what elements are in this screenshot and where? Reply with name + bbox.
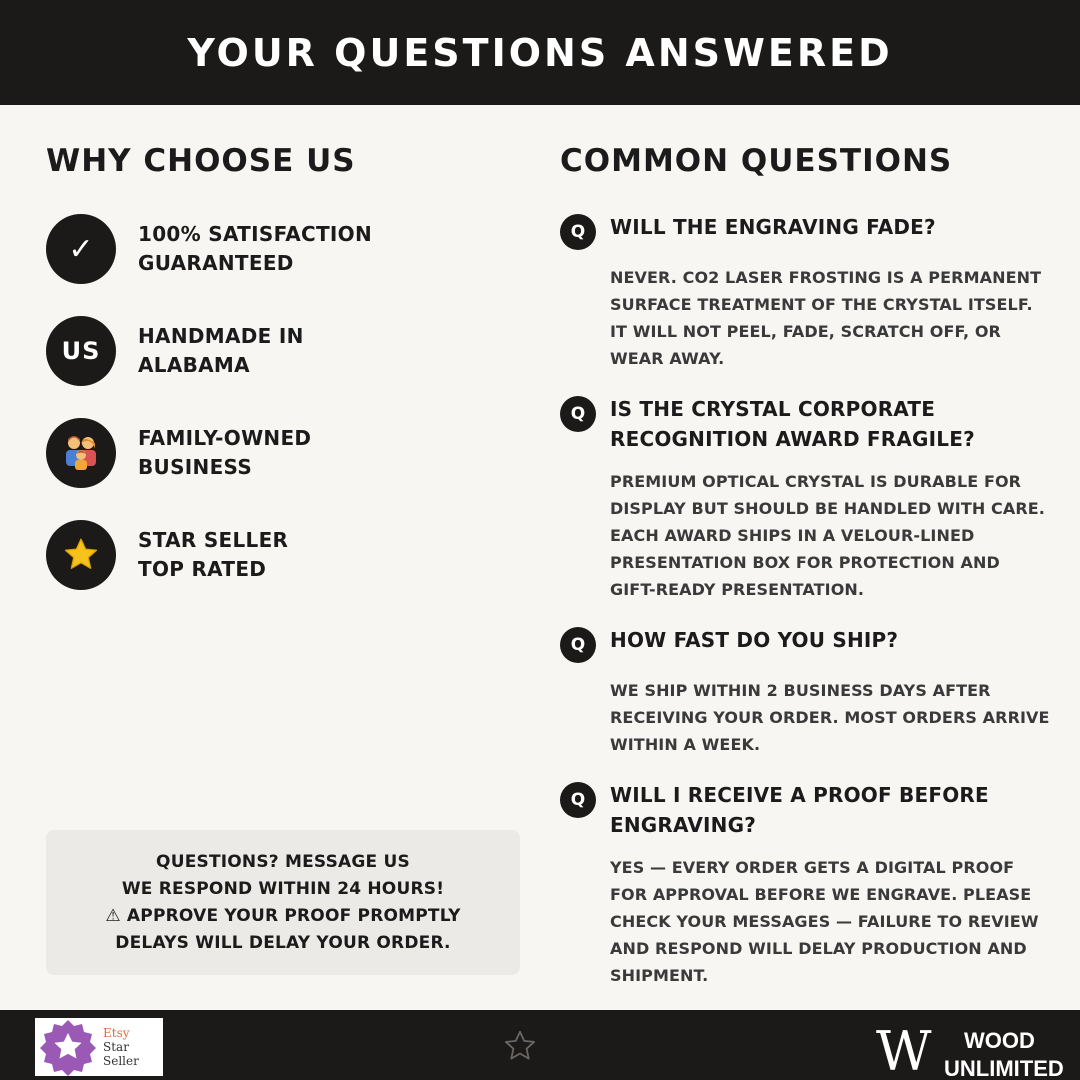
feature-label: FAMILY-OWNED BUSINESS [138, 426, 312, 479]
page-header [0, 0, 1080, 105]
feature-label: HANDMADE IN ALABAMA [138, 324, 304, 377]
answer-text: YES — EVERY ORDER GETS A DIGITAL PROOF FOR APPROVAL BEFORE WE ENGRAVE. PLEASE CHECK YOUR MESSAGES — FAILURE TO REVIEW AND RESPOND WILL DELAY PRODUCTION AND SHIPMENT. [610, 858, 1039, 985]
outline-star-icon [502, 1028, 538, 1068]
notice-line-3: ⚠ APPROVE YOUR PROOF PROMPTLY [105, 905, 461, 926]
us-text-icon: US [46, 316, 116, 386]
faq-question [560, 394, 1050, 454]
brand-mark: W [876, 1020, 932, 1080]
answer-text: PREMIUM OPTICAL CRYSTAL IS DURABLE FOR DISPLAY BUT SHOULD BE HANDLED WITH CARE. EACH AWARD SHIPS IN A VELOUR-LINED PRESENTATION BOX FOR PROTECTION AND GIFT-READY PRESENTATION. [610, 472, 1045, 599]
feature-family-owned [46, 418, 506, 488]
contact-notice [46, 830, 520, 975]
star-icon [46, 520, 116, 590]
why-choose-us-title: WHY CHOOSE US [46, 143, 356, 179]
faq-item [560, 780, 1050, 989]
message-us-link[interactable]: MESSAGE US [284, 851, 410, 872]
notice-line-2: WE RESPOND WITHIN 24 HOURS! [121, 878, 445, 899]
notice-line-1: QUESTIONS? MESSAGE US [156, 851, 410, 872]
faq-item [560, 625, 1050, 758]
question-badge-icon: Q [560, 214, 596, 250]
common-questions-section [560, 142, 1050, 1011]
etsy-badge-text: Etsy Star Seller [103, 1026, 139, 1068]
feature-handmade [46, 316, 506, 386]
feature-star-seller [46, 520, 506, 590]
question-badge-icon: Q [560, 627, 596, 663]
answer-text: NEVER. CO2 LASER FROSTING IS A PERMANENT SURFACE TREATMENT OF THE CRYSTAL ITSELF. IT WILL NOT PEEL, FADE, SCRATCH OFF, OR WEAR AWAY. [610, 268, 1042, 368]
answer-text: WE SHIP WITHIN 2 BUSINESS DAYS AFTER RECEIVING YOUR ORDER. MOST ORDERS ARRIVE WITHIN A WEEK. [610, 681, 1050, 754]
brand-name-line-2: UNLIMITED [944, 1056, 1064, 1080]
faq-question [560, 625, 1050, 663]
faq-item [560, 212, 1050, 372]
question-text: WILL I RECEIVE A PROOF BEFORE ENGRAVING? [610, 783, 989, 837]
faq-list [560, 212, 1050, 989]
family-icon [46, 418, 116, 488]
etsy-badge-icon [37, 1018, 99, 1076]
faq-item [560, 394, 1050, 603]
feature-label: 100% SATISFACTION GUARANTEED [138, 222, 373, 275]
feature-list [46, 214, 506, 590]
question-text: WILL THE ENGRAVING FADE? [610, 215, 936, 239]
page-title: YOUR QUESTIONS ANSWERED [187, 30, 893, 75]
faq-question [560, 780, 1050, 840]
notice-line-4: DELAYS WILL DELAY YOUR ORDER. [115, 932, 451, 953]
common-questions-title: COMMON QUESTIONS [560, 143, 953, 179]
checkmark-icon: ✓ [46, 214, 116, 284]
question-text: HOW FAST DO YOU SHIP? [610, 628, 899, 652]
question-badge-icon: Q [560, 782, 596, 818]
wood-unlimited-logo [876, 1020, 1064, 1080]
brand-name-line-1: WOOD [964, 1028, 1035, 1053]
etsy-star-seller-badge [35, 1018, 163, 1076]
feature-satisfaction [46, 214, 506, 284]
question-badge-icon: Q [560, 396, 596, 432]
feature-label: STAR SELLER TOP RATED [138, 528, 289, 581]
why-choose-us-section [46, 142, 506, 622]
faq-question [560, 212, 1050, 250]
page-footer [0, 1010, 1080, 1080]
question-text: IS THE CRYSTAL CORPORATE RECOGNITION AWARD FRAGILE? [610, 397, 975, 451]
